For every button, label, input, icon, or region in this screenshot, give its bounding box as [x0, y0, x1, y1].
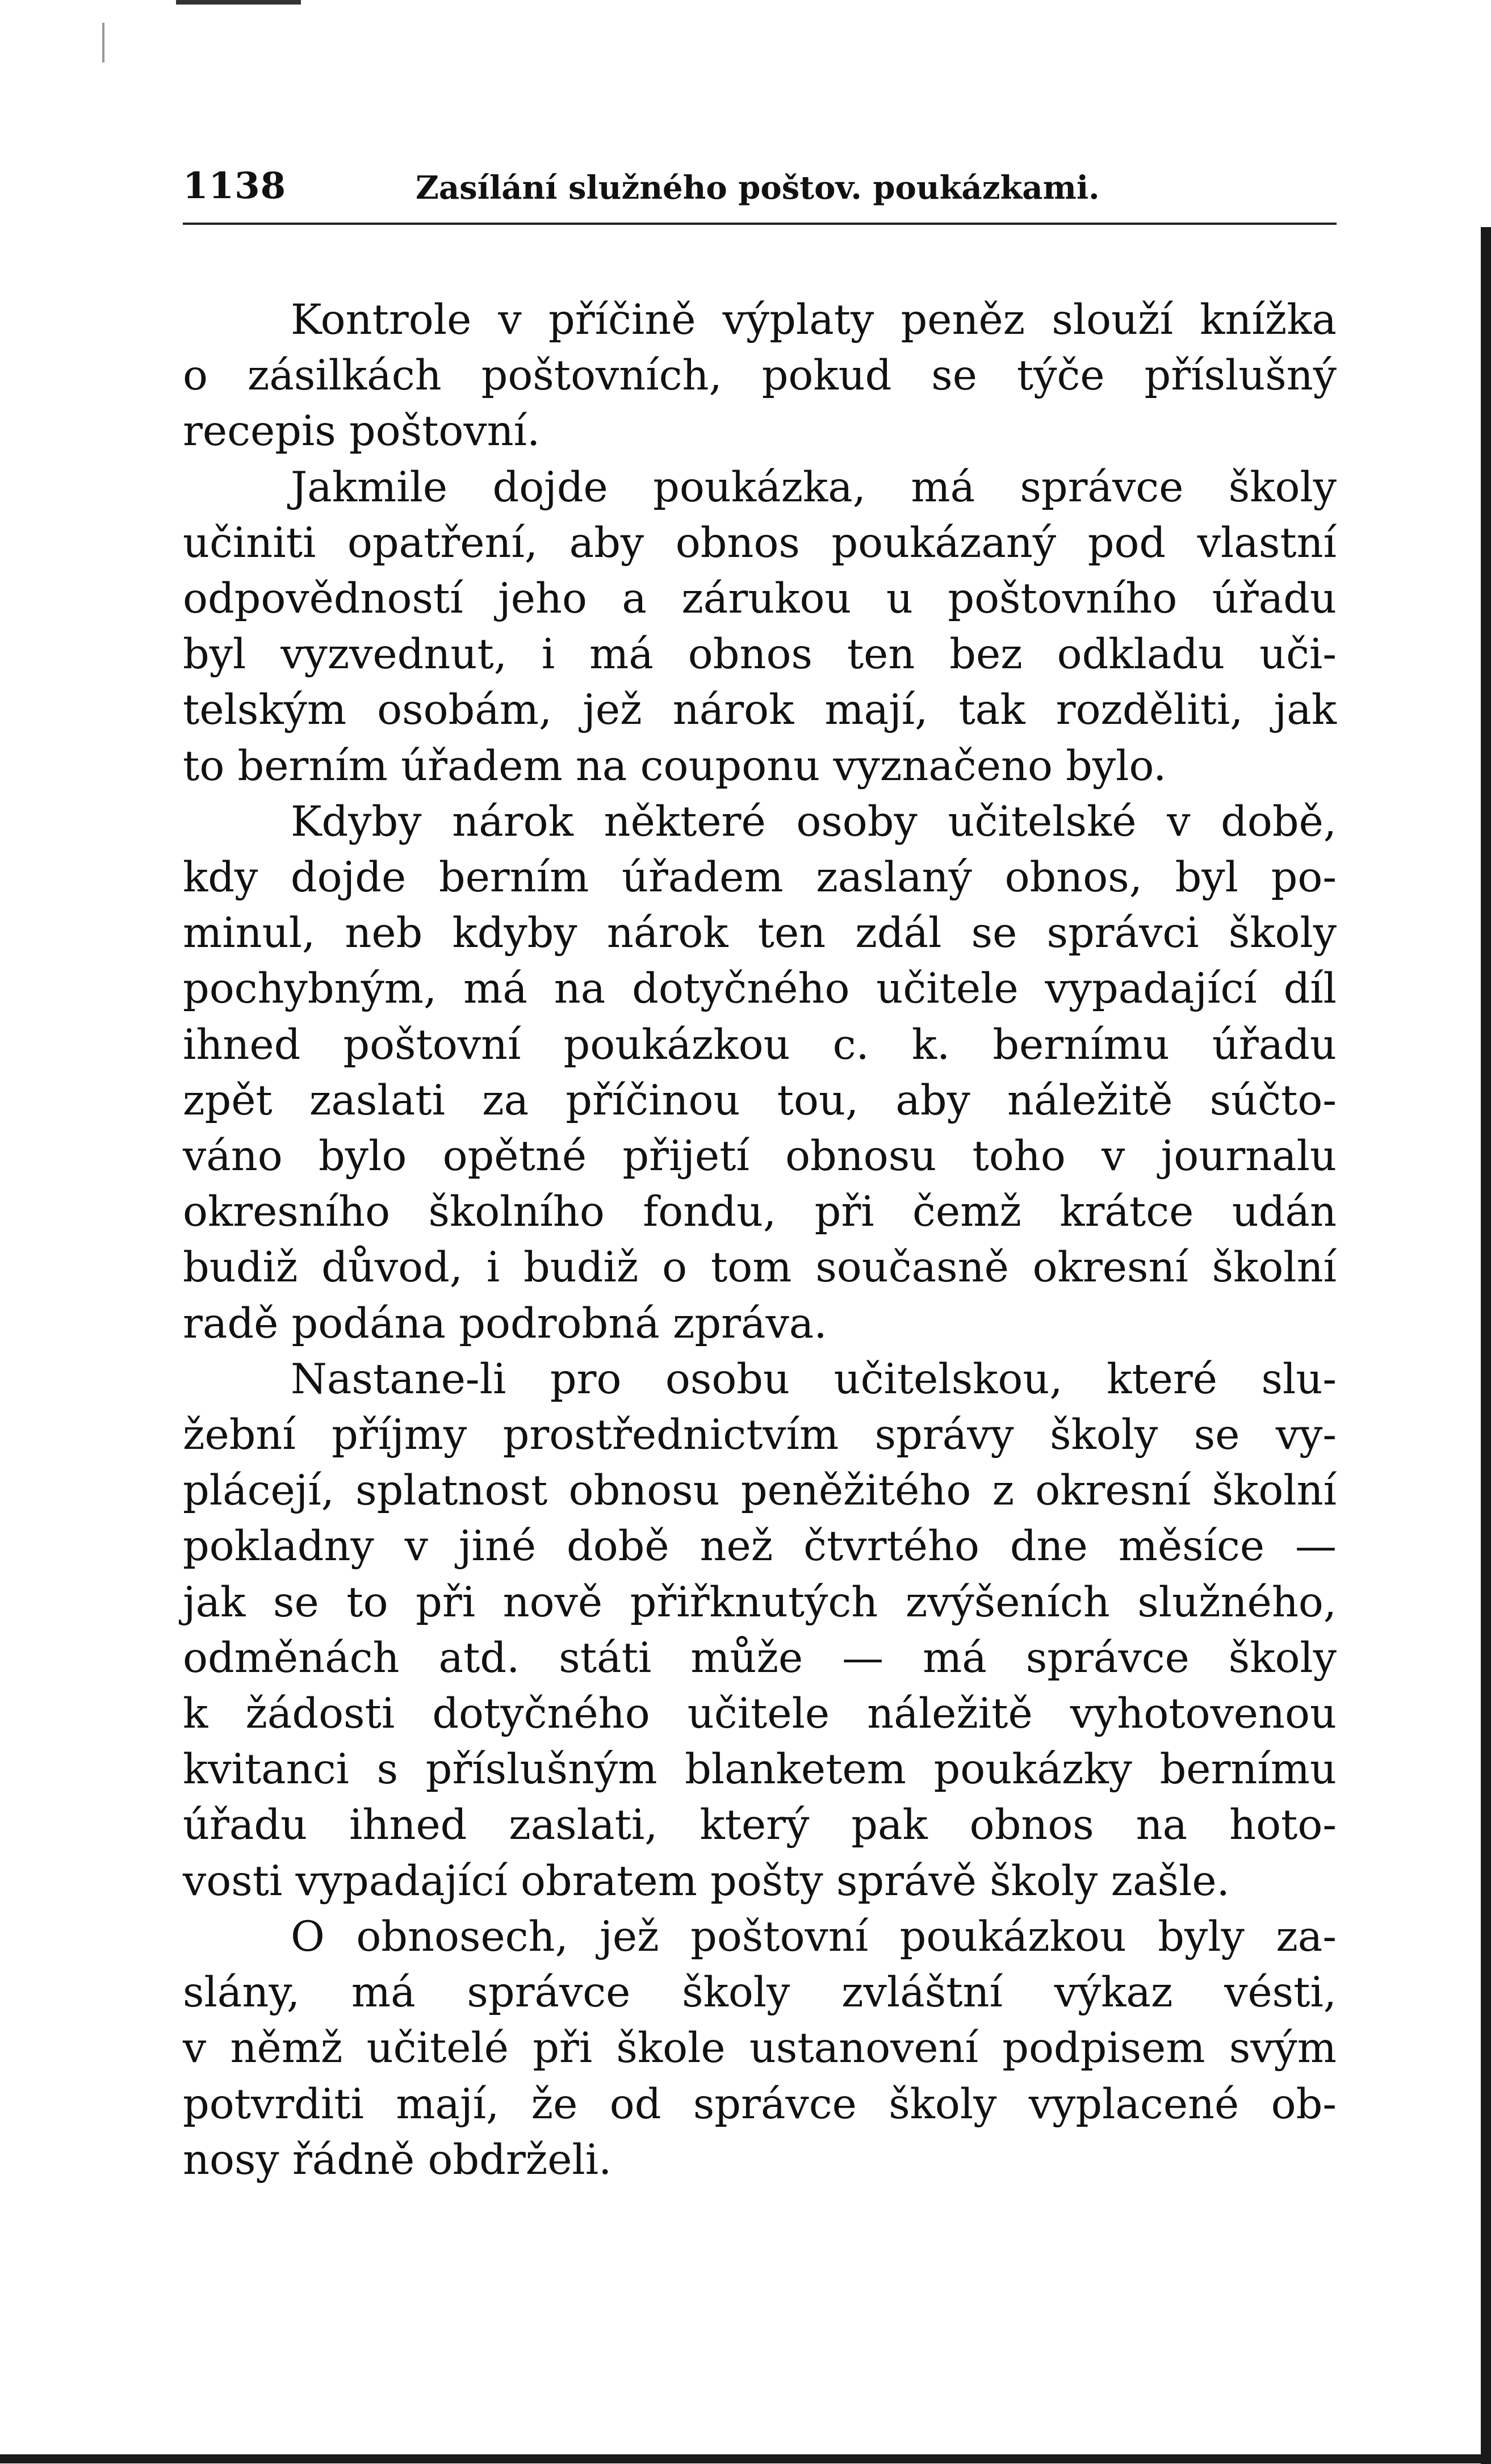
body-text: [183, 292, 1337, 2188]
text-line: jak se to při nově přiřknutých zvýšeních služného,: [183, 1578, 1337, 1627]
page-header: [183, 159, 1335, 221]
text-line: minul, neb kdyby nárok ten zdál se správci školy: [183, 909, 1337, 958]
text-line: o zásilkách poštovních, pokud se týče příslušný: [183, 351, 1337, 400]
text-line: budiž důvod, i budiž o tom současně okresní školní: [183, 1243, 1337, 1292]
paragraph: [183, 1352, 1337, 1909]
text-line: zpět zaslati za příčinou tou, aby náležitě súčto-: [183, 1076, 1337, 1125]
text-line: O obnosech, jež poštovní poukázkou byly za-: [291, 1912, 1337, 1961]
text-line: k žádosti dotyčného učitele náležitě vyhotovenou: [183, 1690, 1337, 1738]
scan-artifact-left: [102, 23, 104, 62]
text-line: Nastane-li pro osobu učitelskou, které slu-: [291, 1355, 1337, 1403]
page-edge-top: [1481, 0, 1491, 227]
paragraph: [183, 1909, 1337, 2188]
text-line: v němž učitelé při škole ustanovení podpisem svým: [183, 2024, 1337, 2073]
page-bottom-border: [0, 2454, 1491, 2463]
text-line: úřadu ihned zaslati, který pak obnos na hoto-: [183, 1801, 1337, 1850]
text-line: recepis poštovní.: [183, 407, 541, 456]
text-line: vosti vypadající obratem pošty správě školy zašle.: [183, 1857, 1230, 1905]
text-line: telským osobám, jež nárok mají, tak rozděliti, jak: [183, 686, 1337, 735]
text-line: Kdyby nárok některé osoby učitelské v době,: [291, 797, 1337, 846]
paragraph: [183, 460, 1337, 794]
text-line: učiniti opatření, aby obnos poukázaný pod vlastní: [183, 518, 1337, 567]
text-line: ihned poštovní poukázkou c. k. bernímu úřadu: [183, 1020, 1337, 1069]
text-line: slány, má správce školy zvláštní výkaz vésti,: [183, 1968, 1337, 2017]
scan-artifact-top: [176, 0, 301, 5]
text-line: Kontrole v příčině výplaty peněz slouží knížka: [291, 296, 1337, 344]
text-line: plácejí, splatnost obnosu peněžitého z okresní školní: [183, 1466, 1337, 1515]
text-line: váno bylo opětné přijetí obnosu toho v journalu: [183, 1132, 1337, 1181]
running-title: Zasílání služného poštov. poukázkami.: [416, 169, 1100, 207]
text-line: potvrditi mají, že od správce školy vyplacené ob-: [183, 2080, 1337, 2128]
page-right-border: [1481, 227, 1491, 2464]
text-line: pochybným, má na dotyčného učitele vypadající díl: [183, 965, 1337, 1013]
paragraph: [183, 292, 1337, 460]
page-number: 1138: [183, 165, 287, 207]
header-rule: [183, 223, 1337, 225]
text-line: kdy dojde berním úřadem zaslaný obnos, byl po-: [183, 853, 1337, 902]
text-line: to berním úřadem na couponu vyznačeno bylo.: [183, 741, 1167, 790]
text-line: odpovědností jeho a zárukou u poštovního úřadu: [183, 575, 1337, 623]
text-line: Jakmile dojde poukázka, má správce školy: [291, 463, 1337, 512]
text-line: nosy řádně obdrželi.: [183, 2135, 612, 2184]
paragraph: [183, 794, 1337, 1352]
text-line: pokladny v jiné době než čtvrtého dne měsíce —: [183, 1522, 1337, 1571]
text-line: žební příjmy prostřednictvím správy školy se vy-: [183, 1411, 1337, 1460]
text-line: radě podána podrobná zpráva.: [183, 1299, 827, 1348]
text-line: okresního školního fondu, při čemž krátce udán: [183, 1188, 1337, 1237]
text-line: kvitanci s příslušným blanketem poukázky bernímu: [183, 1745, 1337, 1794]
text-line: odměnách atd. státi může — má správce školy: [183, 1633, 1337, 1682]
text-line: byl vyzvednut, i má obnos ten bez odkladu uči-: [183, 630, 1337, 679]
